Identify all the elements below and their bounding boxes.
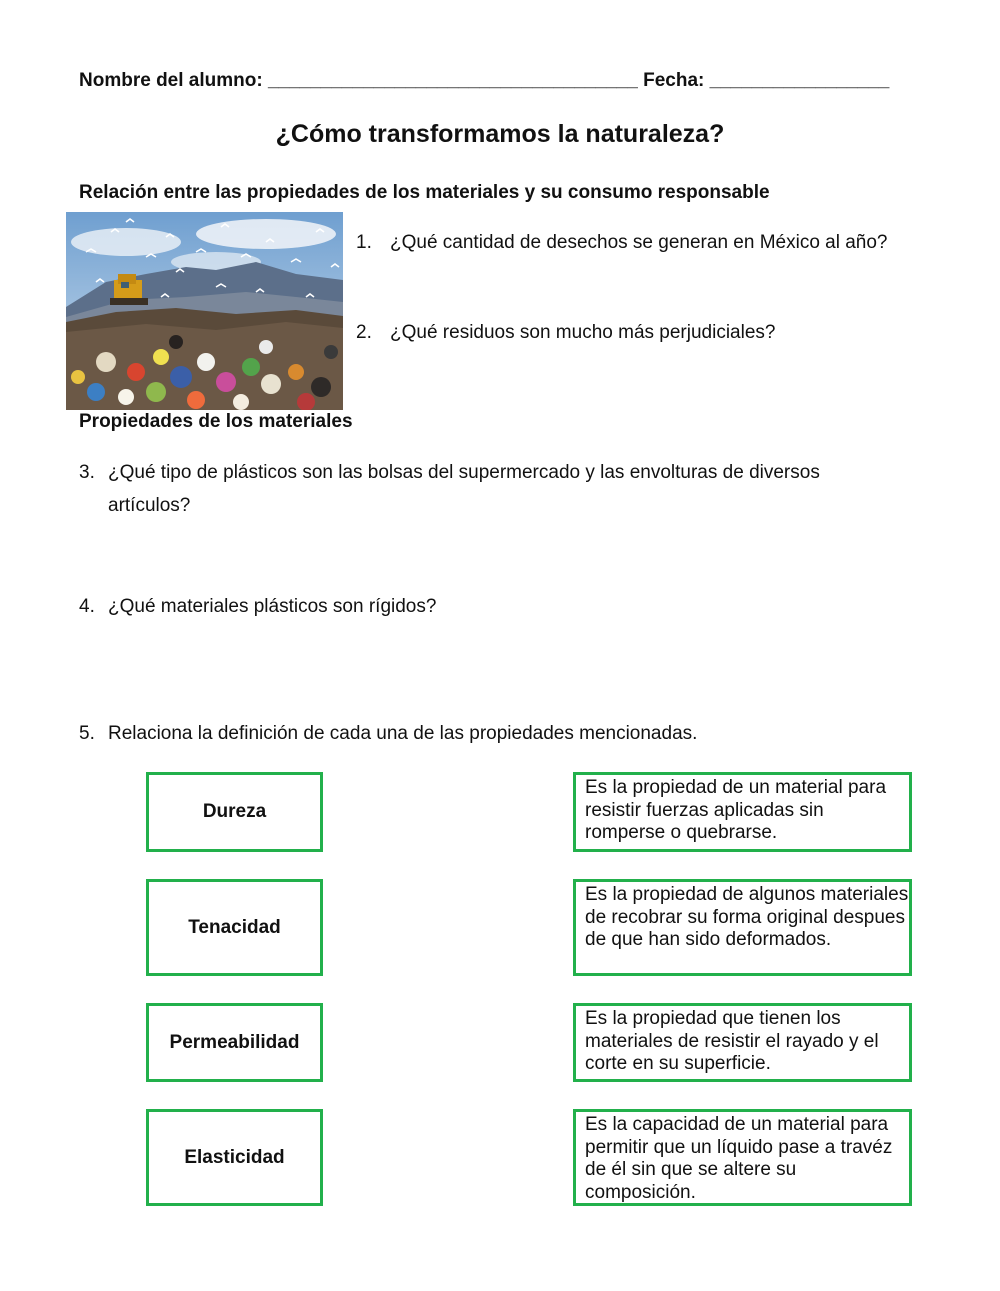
term-label: Permeabilidad: [169, 1031, 300, 1053]
section-heading-properties: Propiedades de los materiales: [79, 411, 353, 432]
question-3-number: 3.: [79, 462, 95, 483]
question-2-text: ¿Qué residuos son mucho más perjudiciales?: [390, 322, 776, 343]
term-box-elasticidad[interactable]: [146, 1109, 323, 1206]
term-label: Dureza: [202, 801, 267, 822]
page-title: ¿Cómo transformamos la naturaleza?: [275, 120, 725, 148]
question-2-number: 2.: [356, 322, 372, 343]
question-3: [79, 456, 959, 522]
question-5: [79, 717, 959, 750]
question-4-number: 4.: [79, 596, 95, 617]
question-1-number: 1.: [356, 232, 372, 253]
definition-box-2[interactable]: [573, 879, 912, 976]
term-label: Tenacidad: [188, 916, 281, 938]
question-3-text: ¿Qué tipo de plásticos son las bolsas del supermercado y las envolturas de diversos artículos?: [108, 462, 820, 516]
definition-text: Es la propiedad de algunos materiales de recobrar su forma original despues de que han sido deformados.: [585, 884, 909, 950]
question-5-text: Relaciona la definición de cada una de las propiedades mencionadas.: [108, 723, 698, 744]
term-box-dureza[interactable]: [146, 772, 323, 852]
date-label: Fecha:: [643, 70, 705, 91]
question-4: [79, 590, 959, 623]
question-5-number: 5.: [79, 723, 95, 744]
definition-text: Es la propiedad de un material para resistir fuerzas aplicadas sin romperse o quebrarse.: [585, 777, 887, 843]
date-blank[interactable]: _________________: [709, 70, 890, 91]
question-1-text: ¿Qué cantidad de desechos se generan en México al año?: [390, 232, 888, 253]
section-heading-consumption: Relación entre las propiedades de los materiales y su consumo responsable: [79, 182, 770, 203]
definition-box-3[interactable]: [573, 1003, 912, 1082]
student-name-blank[interactable]: ___________________________________: [267, 70, 638, 91]
term-box-permeabilidad[interactable]: [146, 1003, 323, 1082]
student-name-label: Nombre del alumno:: [79, 70, 263, 91]
question-1: [356, 226, 956, 259]
definition-box-1[interactable]: [573, 772, 912, 852]
definition-box-4[interactable]: [573, 1109, 912, 1206]
term-box-tenacidad[interactable]: [146, 879, 323, 976]
term-label: Elasticidad: [184, 1146, 285, 1168]
question-2: [356, 316, 956, 349]
definition-text: Es la propiedad que tienen los materiales de resistir el rayado y el corte en su superficie.: [585, 1008, 879, 1074]
landfill-image: [66, 212, 343, 410]
student-header: [79, 70, 889, 92]
definition-text: Es la capacidad de un material para permitir que un líquido pase a travéz de él sin que se altere su composición.: [585, 1114, 893, 1203]
question-4-text: ¿Qué materiales plásticos son rígidos?: [108, 596, 437, 617]
